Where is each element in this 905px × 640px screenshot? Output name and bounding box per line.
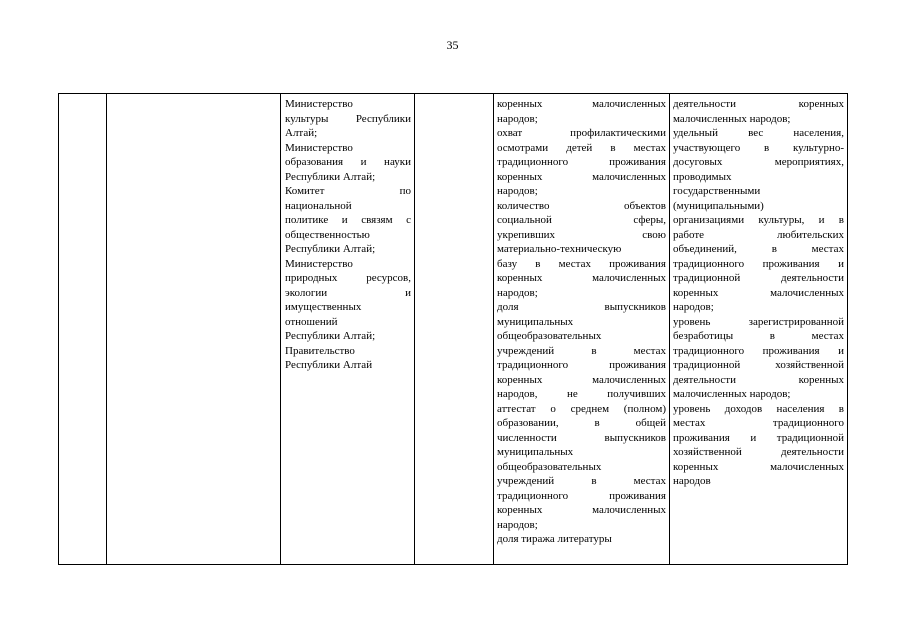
text-line: местах традиционного (673, 417, 844, 429)
text-line: Республики Алтай (285, 359, 373, 371)
text-line: муниципальных (497, 315, 574, 328)
text-line: уровень доходов населения в (673, 402, 844, 415)
text-line: осмотрами детей в местах (497, 141, 666, 154)
responsible-executors-cell (285, 97, 411, 373)
text-line: народов (673, 475, 711, 487)
results-indicators-cell (673, 97, 844, 489)
column-divider (669, 94, 670, 564)
text-line: общеобразовательных (497, 330, 602, 342)
text-line: Алтай; (285, 127, 318, 139)
text-line: культуры Республики (285, 112, 411, 125)
text-line: народов; (497, 112, 538, 125)
text-line: хозяйственной деятельности (673, 446, 844, 458)
text-line: организациями культуры, и в (673, 214, 844, 226)
text-line: Республики Алтай; (285, 330, 376, 342)
text-line: национальной (285, 199, 352, 212)
text-line: традиционной хозяйственной (673, 359, 844, 371)
text-line: коренных малочисленных (673, 286, 844, 299)
text-line: доля тиража литературы (497, 533, 612, 545)
text-line: досуговых мероприятиях, (673, 156, 844, 168)
column-divider (493, 94, 494, 564)
column-divider (847, 94, 848, 564)
text-line: традиционной деятельности (673, 272, 844, 284)
text-line: общественностью (285, 228, 370, 241)
text-line: материально-техническую (497, 243, 622, 255)
column-divider (106, 94, 107, 564)
text-line: учреждений в местах (497, 475, 666, 487)
text-line: политике и связям с (285, 214, 411, 226)
text-line: народов, не получивших (497, 388, 666, 400)
text-line: имущественных (285, 301, 362, 313)
page-number: 35 (446, 38, 459, 52)
text-line: уровень зарегистрированной (673, 315, 844, 328)
text-line: работе любительских (673, 228, 844, 241)
text-line: аттестат о среднем (полном) (497, 402, 666, 415)
text-line: охват профилактическими (497, 127, 666, 139)
text-line: численности выпускников (497, 431, 666, 444)
text-line: муниципальных (497, 446, 574, 458)
text-line: коренных малочисленных (497, 504, 666, 516)
text-line: народов; (673, 301, 714, 313)
text-line: Комитет по (285, 185, 411, 197)
text-line: Правительство (285, 344, 355, 357)
text-line: Министерство (285, 141, 353, 154)
text-line: народов; (497, 518, 538, 531)
text-line: Республики Алтай; (285, 243, 376, 255)
text-line: участвующего в культурно- (673, 141, 844, 154)
text-line: народов; (497, 286, 538, 299)
text-line: традиционного проживания (497, 359, 666, 371)
text-line: доля выпускников (497, 301, 666, 313)
text-line: экологии и (285, 286, 411, 299)
column-divider (58, 94, 59, 564)
indicators-cell (497, 97, 666, 547)
text-line: Министерство (285, 257, 353, 270)
text-line: малочисленных народов; (673, 112, 791, 125)
text-line: укрепивших свою (497, 228, 666, 241)
text-line: базу в местах проживания (497, 257, 666, 270)
column-divider (280, 94, 281, 564)
table (58, 93, 848, 565)
text-line: государственными (673, 185, 761, 197)
text-line: отношений (285, 315, 338, 328)
text-line: традиционного проживания и (673, 344, 844, 357)
text-line: безработицы в местах (673, 330, 844, 342)
text-line: образовании, в общей (497, 417, 666, 429)
text-line: удельный вес населения, (673, 127, 844, 139)
text-line: учреждений в местах (497, 344, 666, 357)
text-line: Республики Алтай; (285, 170, 376, 183)
text-line: деятельности коренных (673, 98, 844, 110)
text-line: традиционного проживания (497, 156, 666, 168)
text-line: традиционного проживания (497, 489, 666, 502)
text-line: образования и науки (285, 156, 411, 168)
text-line: проводимых (673, 170, 732, 183)
text-line: природных ресурсов, (285, 272, 411, 284)
text-line: коренных малочисленных (497, 170, 666, 183)
text-line: количество объектов (497, 199, 666, 212)
text-line: коренных малочисленных (673, 460, 844, 473)
text-line: традиционного проживания и (673, 257, 844, 270)
text-line: малочисленных народов; (673, 388, 791, 400)
text-line: (муниципальными) (673, 199, 764, 212)
column-divider (414, 94, 415, 564)
text-line: коренных малочисленных (497, 373, 666, 386)
text-line: деятельности коренных (673, 373, 844, 386)
text-line: объединений, в местах (673, 243, 844, 255)
text-line: социальной сферы, (497, 214, 666, 226)
text-line: коренных малочисленных (497, 98, 666, 110)
text-line: народов; (497, 185, 538, 197)
text-line: проживания и традиционной (673, 431, 844, 444)
text-line: Министерство (285, 98, 353, 110)
text-line: коренных малочисленных (497, 272, 666, 284)
text-line: общеобразовательных (497, 460, 602, 473)
